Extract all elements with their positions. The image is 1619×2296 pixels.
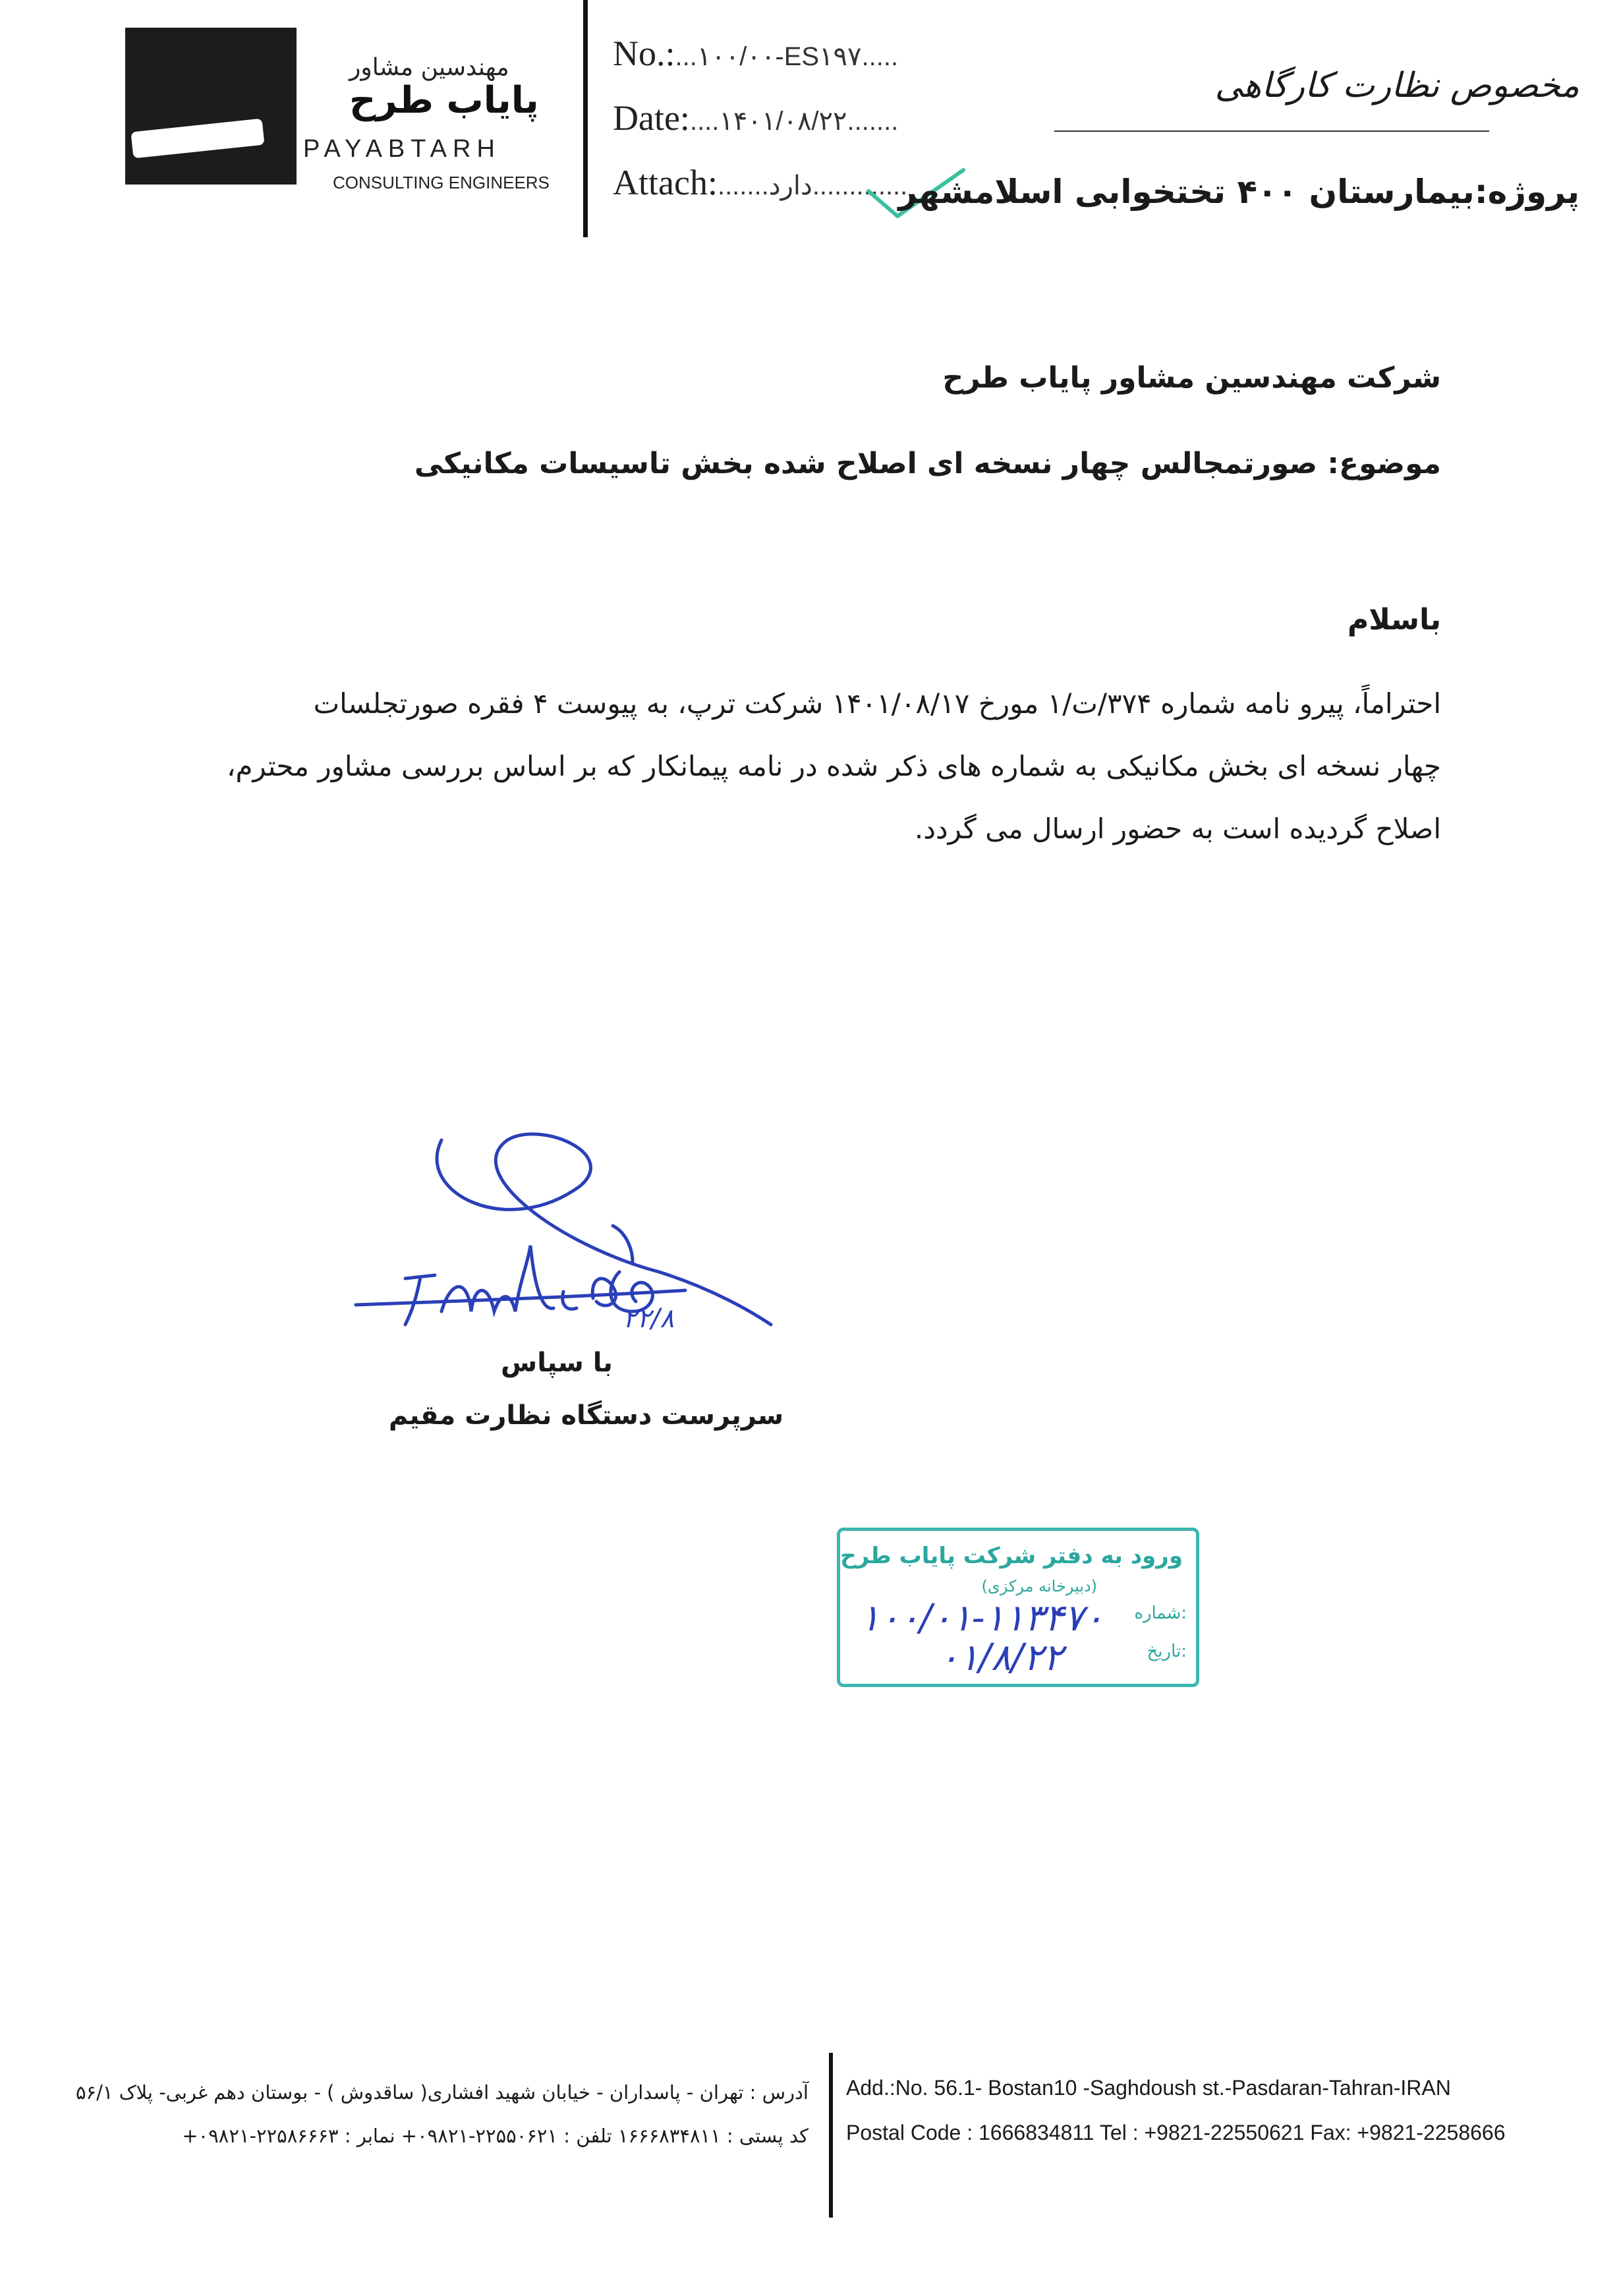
stamp-title: ورود به دفتر شرکت پایاب طرح bbox=[840, 1543, 1183, 1569]
project-title: پروژه:بیمارستان ۴۰۰ تختخوابی اسلامشهر bbox=[898, 173, 1579, 211]
letter-number-value: ...۱۰۰/۰۰-ES۱۹۷..... bbox=[675, 42, 899, 71]
closing-thanks: با سپاس bbox=[501, 1348, 613, 1378]
paragraph-line-1: احتراماً، پیرو نامه شماره ۳۷۴/ت/۱ مورخ ۱۴۰۱/۰۸/۱۷ شرکت ترپ، به پیوست ۴ فقره صورتجلسات bbox=[313, 687, 1441, 720]
greeting: باسلام bbox=[1348, 603, 1441, 637]
header-divider bbox=[583, 0, 588, 237]
handwritten-title: مخصوص نظارت کارگاهی bbox=[1214, 66, 1579, 105]
handwritten-signature bbox=[343, 1114, 804, 1364]
stamp-number-label: شماره: bbox=[1134, 1603, 1187, 1623]
stamp-date-label: تاریخ: bbox=[1147, 1642, 1187, 1661]
logo-en-subtitle: CONSULTING ENGINEERS bbox=[333, 173, 550, 192]
addressee: شرکت مهندسین مشاور پایاب طرح bbox=[942, 361, 1441, 395]
footer-en-contact: Postal Code : 1666834811 Tel : +9821-22550621 Fax: +9821-2258666 bbox=[846, 2121, 1506, 2144]
stamp-number-value: ۱۰۰/۰۱-۱۱۳۴۷۰ bbox=[860, 1597, 1104, 1640]
logo-fa-name: پایاب طرح bbox=[349, 79, 539, 122]
footer-fa-address: آدرس : تهران - پاسداران - خیابان شهید افشاری( ساقدوش ) - بوستان دهم غربی- پلاک ۵۶/۱ bbox=[75, 2081, 809, 2104]
letter-number bbox=[613, 33, 898, 74]
footer-en-address: Add.:No. 56.1- Bostan10 -Saghdoush st.-Pasdaran-Tahran-IRAN bbox=[846, 2076, 1451, 2100]
letter-date bbox=[613, 98, 898, 138]
subject-line: موضوع: صورتمجالس چهار نسخه ای اصلاح شده بخش تاسیسات مکانیکی bbox=[414, 447, 1441, 480]
logo-en-name: PAYABTARH bbox=[303, 135, 501, 163]
footer-fa-contact: کد پستی : ۱۶۶۶۸۳۴۸۱۱ تلفن : ۲۲۵۵۰۶۲۱-۰۹۸۲۱+ نمابر : ۲۲۵۸۶۶۶۳-۰۹۸۲۱+ bbox=[182, 2125, 809, 2147]
letter-number-label: No.: bbox=[613, 34, 675, 73]
stamp-subtitle: (دبیرخانه مرکزی) bbox=[981, 1577, 1097, 1595]
footer-divider bbox=[829, 2053, 833, 2218]
company-logo-mark bbox=[125, 28, 297, 185]
signer-title: سرپرست دستگاه نظارت مقیم bbox=[389, 1400, 784, 1431]
signature-date: ۲۲/۸ bbox=[623, 1304, 674, 1334]
letter-date-label: Date: bbox=[613, 98, 690, 138]
letter-attach-value: .......دارد............. bbox=[717, 171, 908, 200]
paragraph-line-3: اصلاح گردیده است به حضور ارسال می گردد. bbox=[914, 813, 1441, 845]
paragraph-line-2: چهار نسخه ای بخش مکانیکی به شماره های ذکر شده در نامه پیمانکار که بر اساس بررسی مشاور محترم، bbox=[226, 750, 1441, 782]
handwritten-underline bbox=[1054, 130, 1489, 132]
receipt-stamp bbox=[837, 1528, 1199, 1687]
letter-attach-label: Attach: bbox=[613, 163, 718, 202]
logo-fa-subtitle: مهندسین مشاور bbox=[349, 54, 509, 81]
letter-date-value: ....۱۴۰۱/۰۸/۲۲....... bbox=[689, 107, 899, 136]
stamp-date-value: ۰۱/۸/۲۲ bbox=[939, 1636, 1064, 1679]
